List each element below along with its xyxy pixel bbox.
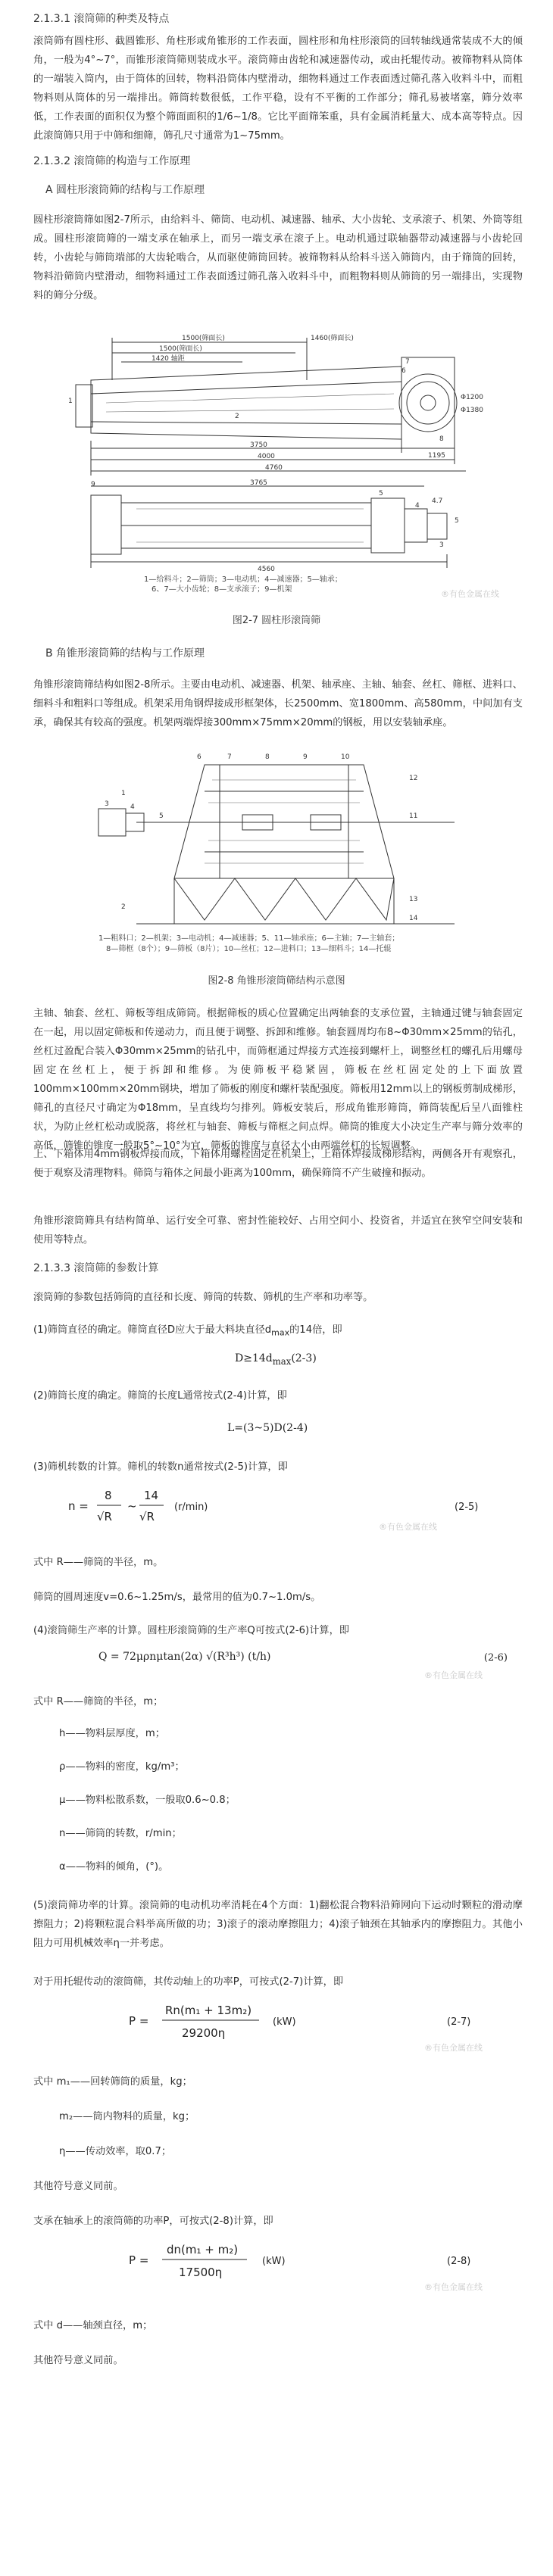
figure-legend: 1—给料斗；2—筛筒；3—电动机；4—减速器；5—轴承； xyxy=(144,575,342,584)
where-n: n——筛筒的转数，r/min； xyxy=(59,1828,182,1839)
equation-lhs: n = xyxy=(68,1499,89,1513)
equation-number: (2-6) xyxy=(483,1652,508,1664)
callout-number: 11 xyxy=(409,812,418,820)
item-length: (2)筛筒长度的确定。筛筒的长度L通常按式(2-4)计算，即 xyxy=(33,1390,287,1402)
item-power: (5)滚筒筛功率的计算。滚筒筛的电动机功率消耗在4个方面：1)翻松混合物料沿筛网向下运动时颗粒的滑动摩擦阻力；2)将颗粒混合料举高所做的功；3)滚子的滚动摩擦阻力；4)滚子轴颈在其轴承内的摩擦阻力。其他小阻力可用机械效率η一并考虑。 xyxy=(33,1900,523,1949)
callout-number: 6 xyxy=(197,753,202,761)
dim-label: 5 xyxy=(455,517,459,525)
watermark: ®有色金属在线 xyxy=(424,2043,483,2053)
where-alpha: α——物料的倾角，(°)。 xyxy=(59,1861,169,1873)
callout-number: 9 xyxy=(303,753,308,761)
paragraph-cylindrical: 圆柱形滚筒筛如图2-7所示，由给料斗、筛筒、电动机、减速器、轴承、大小齿轮、支承滚子、机架、外筒等组成。圆柱形滚筒筛的一端支承在轴承上，而另一端支承在滚子上。电动机通过联轴器带动减速器与小齿轮回转，小齿轮与筛筒端部的大齿轮啮合，从而驱使筛筒回转。被筛物料从给料斗送入筛筒内，由于筛筒的回转，物料沿筛筒内壁滑动，细物料通过工作表面透过筛孔落入收料斗中，而粗物料则从筛筒的另一端排出，实现物料的筛分分级。 xyxy=(33,214,523,301)
where-eta: η——传动效率，取0.7； xyxy=(59,2146,172,2157)
paragraph-features: 角锥形滚筒筛具有结构简单、运行安全可靠、密封性能较好、占用空间小、投资省，并适宜在狭窄空间安装和使用等特点。 xyxy=(33,1215,523,1246)
paragraph-bearing-supported: 支承在轴承上的滚筒筛的功率P，可按式(2-8)计算，即 xyxy=(33,2216,273,2227)
callout-number: 1 xyxy=(121,790,126,797)
paragraph-peripheral-speed: 筛筒的圆周速度v=0.6~1.25m/s，最常用的值为0.7~1.0m/s。 xyxy=(33,1592,321,1603)
callout-number: 14 xyxy=(409,915,418,922)
callout-number: 8 xyxy=(265,753,270,761)
where-other-2: 其他符号意义同前。 xyxy=(33,2355,123,2366)
callout-number: 10 xyxy=(341,753,350,761)
section-heading-structure: 2.1.3.2 滚筒筛的构造与工作原理 xyxy=(33,155,191,167)
equation-2-5 xyxy=(61,1483,515,1531)
where-R: 式中 R——筛筒的半径，m。 xyxy=(33,1557,164,1568)
watermark: ®有色金属在线 xyxy=(424,1670,483,1680)
equation-lhs: P = xyxy=(129,2253,149,2267)
where-R: 式中 R——筛筒的半径，m； xyxy=(33,1696,164,1707)
where-d: 式中 d——轴颈直径，m； xyxy=(33,2320,153,2331)
item-speed: (3)筛机转数的计算。筛机的转数n通常按式(2-5)计算，即 xyxy=(33,1461,288,1473)
paragraph-housing: 上、下箱体用4mm钢板焊接而成，下箱体用螺栓固定在机架上，上箱体焊接成梯形结构，两侧各开有观察孔，便于观察及清理物料。筛筒与箱体之间最小距离为100mm，确保筛筒不产生破撞和振动。 xyxy=(33,1149,523,1179)
callout-number: 6 xyxy=(401,367,406,375)
item-diameter-text-end: 的14倍，即 xyxy=(289,1324,342,1336)
callout-number: 4 xyxy=(130,803,135,811)
subheading-pyramidal: B 角锥形滚筒筛的结构与工作原理 xyxy=(45,647,205,660)
dim-label: 4760 xyxy=(265,464,283,472)
unit: (r/min) xyxy=(174,1502,208,1513)
watermark: ®有色金属在线 xyxy=(379,1522,437,1532)
svg-text:~: ~ xyxy=(127,1499,137,1513)
where-rho: ρ——物料的密度，kg/m³； xyxy=(59,1761,185,1773)
paragraph-parameters-intro: 滚筒筛的参数包括筛筒的直径和长度、筛筒的转数、筛机的生产率和功率等。 xyxy=(33,1292,373,1303)
denominator: 17500η xyxy=(179,2266,223,2279)
dim-label: 4000 xyxy=(258,453,275,460)
callout-number: 2 xyxy=(121,903,126,911)
subscript: max xyxy=(272,1355,292,1367)
unit: (kW) xyxy=(273,2016,296,2028)
section-heading-parameters: 2.1.3.3 滚筒筛的参数计算 xyxy=(33,1262,159,1274)
figure-cylindrical-drum-screen xyxy=(45,327,515,594)
item-diameter-text: (1)筛筒直径的确定。筛筒直径D应大于最大料块直径d xyxy=(33,1324,272,1336)
numerator: 14 xyxy=(144,1489,159,1502)
figure-caption-2-7: 图2-7 圆柱形滚筒筛 xyxy=(232,615,321,626)
figure-pyramidal-drum-screen xyxy=(45,750,515,956)
where-other: 其他符号意义同前。 xyxy=(33,2181,123,2192)
figure-caption-2-8: 图2-8 角锥形滚筒筛结构示意图 xyxy=(208,975,345,987)
callout-number: 9 xyxy=(91,481,95,488)
watermark: ®有色金属在线 xyxy=(424,2282,483,2292)
callout-number: 3 xyxy=(439,541,444,549)
paragraph-roller-drive: 对于用托辊传动的滚筒筛，其传动轴上的功率P，可按式(2-7)计算，即 xyxy=(33,1976,344,1988)
equation-number: (2-7) xyxy=(447,2016,471,2028)
dim-label: 4.7 xyxy=(432,497,443,505)
subheading-cylindrical: A 圆柱形滚筒筛的结构与工作原理 xyxy=(45,184,205,196)
callout-number: 7 xyxy=(405,358,410,366)
callout-number: 12 xyxy=(409,775,418,782)
dim-label: 1500(筛面长) xyxy=(159,345,202,353)
where-m1: 式中 m₁——回转筛筒的质量，kg； xyxy=(33,2076,192,2088)
equation-2-6: Q = 72μρnμtan(2α) √(R³h³) (t/h) xyxy=(98,1651,271,1663)
callout-number: 1 xyxy=(68,398,73,405)
equation-2-3 xyxy=(235,1352,317,1367)
paragraph-drum-assembly: 主轴、轴套、丝杠、筛板等组成筛筒。根据筛板的质心位置确定出两轴套的支承位置，主轴通过键与轴套固定在一起，用以固定筛板和传递动力，而且便于调整、拆卸和维修。轴套圆周均布8~Φ30mm×25mm的钻孔，丝杠过盈配合装入Φ30mm×25mm的钻孔中，而筛框通过焊接方式连接到螺杆上，调整丝杠的螺孔后用螺母固定在丝杠上，便于拆卸和维修。为使筛板平稳紧固，筛板在丝杠固定处的上下面放置100mm×100mm×20mm钢块，增加了筛板的刚度和螺杆装配强度。筛板用12mm以上的钢板剪制成梯形，筛孔的直径尺寸确定为Φ18mm，呈直线均匀排列。筛板安装后，形成角锥形筛筒，筛筒装配后呈八面锥柱状，为防止丝杠松动或脱落，将丝杠与轴套、筛板与筛框之间点焊。筛筒的锥度大小决定生产率与筛分效率的高低，筛锥的锥度一般取5°~10°为宜，筛板的锥度与直径大小由两端丝杠的长短调整。 xyxy=(33,1008,523,1152)
callout-number: 3 xyxy=(105,800,109,808)
callout-number: 7 xyxy=(227,753,232,761)
denominator: √R xyxy=(139,1510,155,1523)
callout-number: 8 xyxy=(439,435,444,443)
denominator: √R xyxy=(97,1510,112,1523)
unit: (kW) xyxy=(262,2256,286,2267)
dim-label: Φ1380 xyxy=(461,407,483,414)
dim-label: 1195 xyxy=(428,452,445,460)
callout-number: 4 xyxy=(415,502,420,510)
callout-number: 5 xyxy=(379,490,383,497)
dim-label: 1460(筛面长) xyxy=(311,335,354,342)
item-diameter xyxy=(33,1321,342,1338)
figure-legend: 1—粗料口；2—机架；3—电动机；4—减速器；5、11—轴承座；6—主轴；7—主轴套； xyxy=(98,934,400,943)
item-productivity: (4)滚筒筛生产率的计算。圆柱形滚筒筛的生产率Q可按式(2-6)计算，即 xyxy=(33,1625,349,1636)
equation-body: D≥14d xyxy=(235,1352,273,1364)
callout-number: 5 xyxy=(159,812,164,820)
figure-legend: 8—筛框（8个）；9—筛板（8片）；10—丝杠；12—进料口；13—细料斗；14—托辊 xyxy=(106,945,392,953)
section-heading-types: 2.1.3.1 滚筒筛的种类及特点 xyxy=(33,13,170,25)
where-mu: μ——物料松散系数，一般取0.6~0.8； xyxy=(59,1795,236,1806)
numerator: Rn(m₁ + 13m₂) xyxy=(165,2004,252,2017)
dim-label: 1420 轴距 xyxy=(152,355,185,363)
dim-label: Φ1200 xyxy=(461,394,483,401)
numerator: dn(m₁ + m₂) xyxy=(167,2243,239,2256)
equation-number: (2-8) xyxy=(447,2256,471,2267)
callout-number: 2 xyxy=(235,413,239,420)
callout-number: 13 xyxy=(409,896,418,903)
paragraph-types: 滚筒筛有圆柱形、截圆锥形、角柱形或角锥形的工作表面，圆柱形和角柱形滚筒的回转轴线通常装成不大的倾角，一般为4°~7°，而锥形滚筒筛则装成水平。滚筒筛由齿轮和减速器传动，或由托辊传动。被筛物料从筒体的一端装入筒内，由于筒体的回转，物料沿筒体内壁滑动，细物料通过工作表面透过筛孔落入收料斗中，而粗物料则从筒体的另一端排出。筛筒转数很低，工作平稳，设有不平衡的工作部分；筛孔易被堵塞，筛分效率低，工作表面的面积仅为整个筛面面积的1/6~1/8。它比平面筛笨重，具有金属消耗量大、成本高等特点。因此滚筒筛只用于中筛和细筛，筛孔尺寸通常为1~75mm。 xyxy=(33,36,523,142)
equation-number: (2-3) xyxy=(291,1352,317,1364)
where-h: h——物料层厚度，m； xyxy=(59,1728,165,1739)
figure-legend: 6、7—大小齿轮；8—支承滚子；9—机架 xyxy=(152,585,292,594)
dim-label: 1500(筛面长) xyxy=(182,335,225,342)
equation-number: (2-5) xyxy=(455,1502,479,1513)
dim-label: 3750 xyxy=(250,441,267,449)
where-m2: m₂——筒内物料的质量，kg； xyxy=(59,2111,195,2122)
dim-label: 4560 xyxy=(258,566,275,573)
numerator: 8 xyxy=(105,1489,112,1502)
dim-label: 3765 xyxy=(250,479,267,487)
equation-2-4: L=(3~5)D(2-4) xyxy=(227,1422,308,1434)
watermark: ®有色金属在线 xyxy=(441,589,499,599)
paragraph-pyramidal: 角锥形滚筒筛结构如图2-8所示。主要由电动机、减速器、机架、轴承座、主轴、轴套、丝杠、筛框、进料口、细料斗和粗料口等组成。机架采用角钢焊接成形框架体，长2500mm、宽1800mm、高580mm，中间加有支承，确保其有较高的强度。机架两端焊接300mm×75mm×20mm的钢板，用以安装轴承座。 xyxy=(33,679,523,728)
subscript: max xyxy=(271,1327,290,1338)
denominator: 29200η xyxy=(182,2026,226,2040)
equation-lhs: P = xyxy=(129,2014,149,2028)
